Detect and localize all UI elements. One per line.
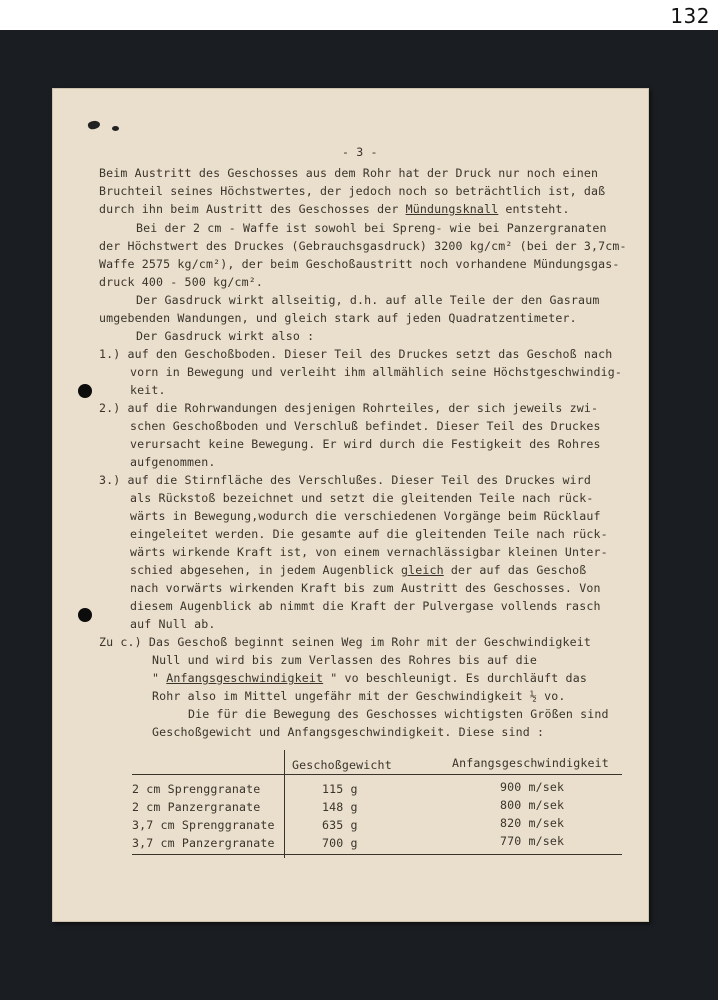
ink-blot [112,126,119,131]
text-line: schen Geschoßboden und Verschluß befindet. Dieser Teil des Druckes [130,419,601,433]
table-cell: 635 g [322,818,358,832]
text-line: Rohr also im Mittel ungefähr mit der Geschwindigkeit ½ vo. [152,689,566,703]
underlined-term: Anfangsgeschwindigkeit [166,671,324,685]
table-cell: 115 g [322,782,358,796]
table-cell: 820 m/sek [500,816,565,830]
text-line: Null und wird bis zum Verlassen des Rohres bis auf die [152,653,538,667]
list-item: 1.) auf den Geschoßboden. Dieser Teil des Druckes setzt das Geschoß nach [99,347,613,361]
table-cell: 2 cm Panzergranate [132,800,261,814]
list-item: 2.) auf die Rohrwandungen desjenigen Rohrteiles, der sich jeweils zwi- [99,401,599,415]
text-line: eingeleitet werden. Die gesamte auf die gleitenden Teile nach rück- [130,527,608,541]
table-cell: 148 g [322,800,358,814]
text-line: der Höchstwert des Druckes (Gebrauchsgasdruck) 3200 kg/cm² (bei der 3,7cm- [99,239,627,253]
table-cell: 3,7 cm Sprenggranate [132,818,275,832]
text-line: als Rückstoß bezeichnet und setzt die gleitenden Teile nach rück- [130,491,594,505]
text-line: Waffe 2575 kg/cm²), der beim Geschoßaustritt noch vorhandene Mündungsgas- [99,257,620,271]
text-line: Die für die Bewegung des Geschosses wichtigsten Größen sind [188,707,609,721]
text-line: Zu c.) Das Geschoß beginnt seinen Weg im Rohr mit der Geschwindigkeit [99,635,591,649]
underlined-term: Mündungsknall [405,202,499,216]
text-line: wärts in Bewegung,wodurch die verschiedenen Vorgänge beim Rücklauf [130,509,601,523]
text-line: durch ihn beim Austritt des Geschosses der Mündungsknall entsteht. [99,202,570,216]
table-cell: 3,7 cm Panzergranate [132,836,275,850]
folio-number: 132 [670,4,710,28]
text-line: umgebenden Wandungen, und gleich stark auf jeden Quadratzentimeter. [99,311,577,325]
text-line: schied abgesehen, in jedem Augenblick gleich der auf das Geschoß [130,563,587,577]
text-line: Der Gasdruck wirkt also : [136,329,315,343]
punch-hole-icon [78,608,92,622]
table-cell: 770 m/sek [500,834,565,848]
page-number: - 3 - [342,145,378,159]
table-cell: 2 cm Sprenggranate [132,782,261,796]
ink-blot [87,120,101,131]
text-line: vorn in Bewegung und verleiht ihm allmählich seine Höchstgeschwindig- [130,365,622,379]
table-divider [132,774,622,775]
text-line: wärts wirkende Kraft ist, von einem vernachlässigbar kleinen Unter- [130,545,608,559]
table-cell: 900 m/sek [500,780,565,794]
text-line: aufgenommen. [130,455,216,469]
text-line: Der Gasdruck wirkt allseitig, d.h. auf alle Teile der den Gasraum [136,293,600,307]
table-divider [132,854,622,855]
table-header: Anfangsgeschwindigkeit [452,756,609,770]
text-line: verursacht keine Bewegung. Er wird durch die Festigkeit des Rohres [130,437,601,451]
text-line: Beim Austritt des Geschosses aus dem Rohr hat der Druck nur noch einen [99,166,599,180]
table-header: Geschoßgewicht [292,758,392,772]
text-line: diesem Augenblick ab nimmt die Kraft der Pulvergase vollends rasch [130,599,601,613]
text-line: " Anfangsgeschwindigkeit " vo beschleunigt. Es durchläuft das [152,671,587,685]
text-line: Geschoßgewicht und Anfangsgeschwindigkeit. Diese sind : [152,725,545,739]
document-page [52,88,649,922]
table-cell: 800 m/sek [500,798,565,812]
underlined-term: gleich [400,563,444,577]
text-line: auf Null ab. [130,617,216,631]
text-line: nach vorwärts wirkenden Kraft bis zum Austritt des Geschosses. Von [130,581,601,595]
table-cell: 700 g [322,836,358,850]
table-divider [284,750,285,858]
text-line: druck 400 - 500 kg/cm². [99,275,263,289]
text-line: Bei der 2 cm - Waffe ist sowohl bei Spreng- wie bei Panzergranaten [136,221,607,235]
text-line: keit. [130,383,166,397]
text-line: Bruchteil seines Höchstwertes, der jedoch noch so beträchtlich ist, daß [99,184,606,198]
list-item: 3.) auf die Stirnfläche des Verschlußes. Dieser Teil des Druckes wird [99,473,591,487]
punch-hole-icon [78,384,92,398]
